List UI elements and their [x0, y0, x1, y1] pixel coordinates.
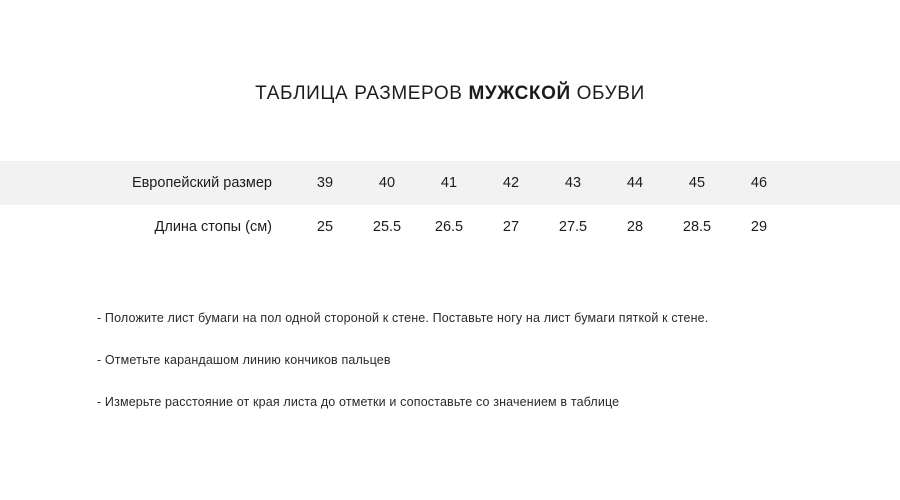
table-spacer-cell — [790, 205, 900, 249]
table-spacer-cell — [790, 161, 900, 205]
european-size-cell: 42 — [502, 175, 520, 191]
foot-length-cell: 27 — [502, 219, 520, 235]
table-row-european-size — [0, 161, 900, 205]
size-table — [0, 161, 900, 249]
foot-length-cell: 25 — [316, 219, 334, 235]
foot-length-cell: 27.5 — [558, 219, 588, 235]
instruction-step-2: - Отметьте карандашом линию кончиков пальцев — [97, 353, 391, 367]
row-label-foot-length: Длина стопы (см) — [154, 219, 272, 235]
instruction-step-3: - Измерьте расстояние от края листа до отметки и сопоставьте со значением в таблице — [97, 395, 620, 409]
instruction-step-1: - Положите лист бумаги на пол одной стороной к стене. Поставьте ногу на лист бумаги пяткой к стене. — [97, 311, 709, 325]
european-size-cell: 39 — [316, 175, 334, 191]
foot-length-cell: 28.5 — [682, 219, 712, 235]
measurement-instructions — [0, 311, 900, 410]
page-title-strong: МУЖСКОЙ — [468, 83, 571, 104]
foot-length-cell: 28 — [626, 219, 644, 235]
foot-length-cell: 29 — [750, 219, 768, 235]
european-size-cell: 41 — [440, 175, 458, 191]
european-size-cell: 40 — [378, 175, 396, 191]
page-title — [0, 0, 900, 105]
page-title-suffix: ОБУВИ — [570, 83, 645, 104]
size-table-container — [0, 161, 900, 249]
row-label-european-size: Европейский размер — [131, 175, 272, 191]
table-row-foot-length — [0, 205, 900, 249]
european-size-cell: 45 — [688, 175, 706, 191]
foot-length-cell: 25.5 — [372, 219, 402, 235]
european-size-cell: 43 — [564, 175, 582, 191]
foot-length-cell: 26.5 — [434, 219, 464, 235]
page-title-prefix: ТАБЛИЦА РАЗМЕРОВ — [255, 83, 469, 104]
european-size-cell: 44 — [626, 175, 644, 191]
european-size-cell: 46 — [750, 175, 768, 191]
